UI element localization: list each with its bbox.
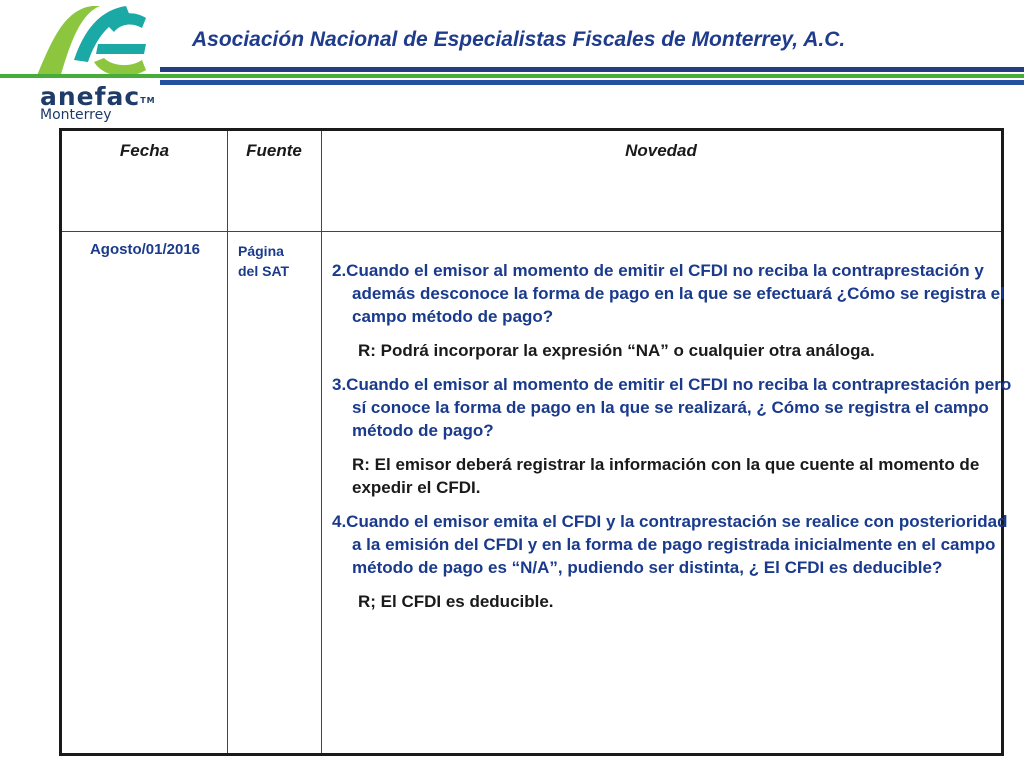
header-rule-green [0, 74, 1024, 78]
answer-2: R: Podrá incorporar la expresión “NA” o cualquier otra análoga. [358, 341, 875, 360]
fuente-line-1: Página [238, 243, 284, 259]
page-title: Asociación Nacional de Especialistas Fiscales de Monterrey, A.C. [192, 28, 846, 51]
header-novedad: Novedad [625, 141, 697, 160]
header-row-divider [62, 231, 1001, 232]
trademark-mark: TM [140, 96, 156, 105]
question-4: 4.Cuando el emisor emita el CFDI y la contraprestación se realice con posterioridad a la emisión del CFDI y en la forma de pago registrada inicialmente en el campo método de pago es “N/A”, pudiendo ser distinta, ¿ El CFDI es deducible? [332, 512, 1008, 577]
header-rule-blue [160, 67, 1024, 72]
cell-fecha: Agosto/01/2016 [89, 241, 201, 258]
question-3: 3.Cuando el emisor al momento de emitir el CFDI no reciba la contraprestación pero sí conoce la forma de pago en la que se realizará, ¿ Cómo se registra el campo método de pago? [332, 375, 1012, 440]
anefac-logo-icon [34, 0, 150, 84]
column-divider [321, 131, 322, 753]
cell-novedad [332, 259, 1012, 624]
answer-3: R: El emisor deberá registrar la información con la que cuente al momento de expedir el CFDI. [352, 455, 980, 497]
brand-city: Monterrey [40, 107, 112, 123]
cell-fuente [238, 241, 328, 281]
column-divider [227, 131, 228, 753]
news-table [59, 128, 1012, 756]
question-2: 2.Cuando el emisor al momento de emitir el CFDI no reciba la contraprestación y además desconoce la forma de pago en la que se efectuará ¿Cómo se registra el campo método de pago? [332, 261, 1005, 326]
brand-block [40, 84, 170, 123]
brand-name: anefac™ [40, 82, 156, 111]
answer-4: R; El CFDI es deducible. [358, 592, 554, 611]
fuente-line-2: del SAT [238, 263, 290, 279]
header-fecha: Fecha [119, 141, 170, 160]
header-fuente: Fuente [246, 141, 302, 160]
header-rule-blue-lower [160, 80, 1024, 85]
